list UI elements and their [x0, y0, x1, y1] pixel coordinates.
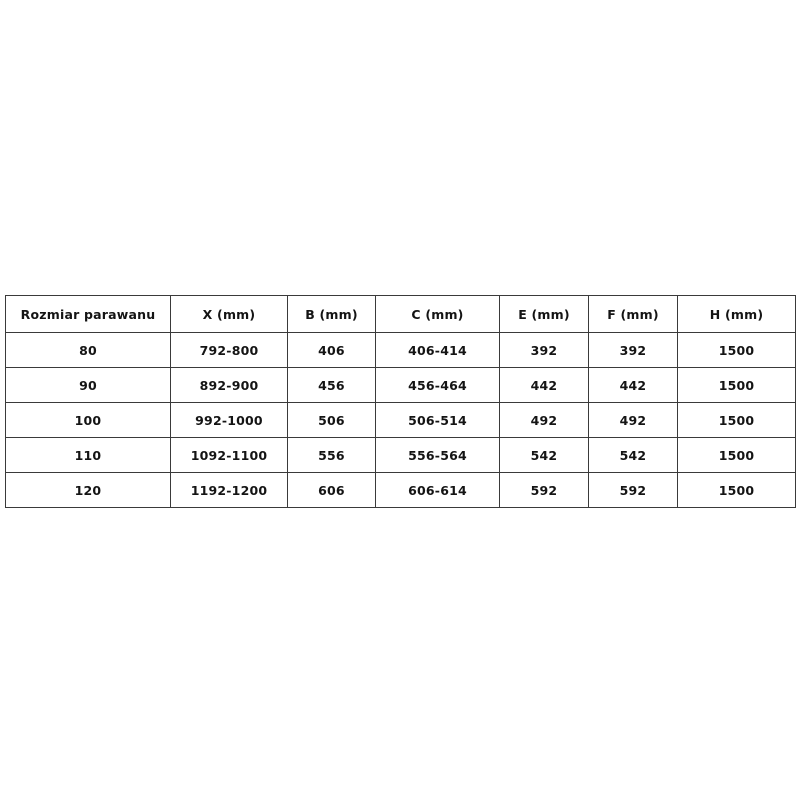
cell-e: 492	[500, 403, 589, 438]
cell-c: 506-514	[376, 403, 500, 438]
table-row	[6, 473, 796, 508]
cell-c: 456-464	[376, 368, 500, 403]
cell-x: 792-800	[171, 333, 288, 368]
column-header-rozmiar-parawanu: Rozmiar parawanu	[6, 296, 171, 333]
cell-b: 456	[288, 368, 376, 403]
table-row	[6, 438, 796, 473]
spec-table-container	[5, 295, 795, 508]
cell-x: 1192-1200	[171, 473, 288, 508]
cell-h: 1500	[678, 368, 796, 403]
cell-h: 1500	[678, 438, 796, 473]
cell-h: 1500	[678, 333, 796, 368]
table-header	[6, 296, 796, 333]
column-header-c: C (mm)	[376, 296, 500, 333]
cell-c: 556-564	[376, 438, 500, 473]
cell-size: 110	[6, 438, 171, 473]
cell-b: 506	[288, 403, 376, 438]
cell-f: 442	[589, 368, 678, 403]
column-header-x: X (mm)	[171, 296, 288, 333]
cell-b: 556	[288, 438, 376, 473]
cell-h: 1500	[678, 403, 796, 438]
cell-size: 100	[6, 403, 171, 438]
cell-size: 90	[6, 368, 171, 403]
table-row	[6, 333, 796, 368]
table-row	[6, 403, 796, 438]
column-header-e: E (mm)	[500, 296, 589, 333]
cell-b: 406	[288, 333, 376, 368]
cell-x: 992-1000	[171, 403, 288, 438]
cell-x: 1092-1100	[171, 438, 288, 473]
cell-f: 492	[589, 403, 678, 438]
cell-size: 120	[6, 473, 171, 508]
cell-e: 592	[500, 473, 589, 508]
table-header-row	[6, 296, 796, 333]
cell-e: 442	[500, 368, 589, 403]
cell-h: 1500	[678, 473, 796, 508]
cell-c: 406-414	[376, 333, 500, 368]
dimensions-table	[5, 295, 796, 508]
cell-e: 542	[500, 438, 589, 473]
column-header-h: H (mm)	[678, 296, 796, 333]
cell-f: 592	[589, 473, 678, 508]
table-row	[6, 368, 796, 403]
cell-b: 606	[288, 473, 376, 508]
cell-f: 392	[589, 333, 678, 368]
column-header-f: F (mm)	[589, 296, 678, 333]
cell-c: 606-614	[376, 473, 500, 508]
table-body	[6, 333, 796, 508]
cell-x: 892-900	[171, 368, 288, 403]
cell-e: 392	[500, 333, 589, 368]
cell-size: 80	[6, 333, 171, 368]
cell-f: 542	[589, 438, 678, 473]
column-header-b: B (mm)	[288, 296, 376, 333]
